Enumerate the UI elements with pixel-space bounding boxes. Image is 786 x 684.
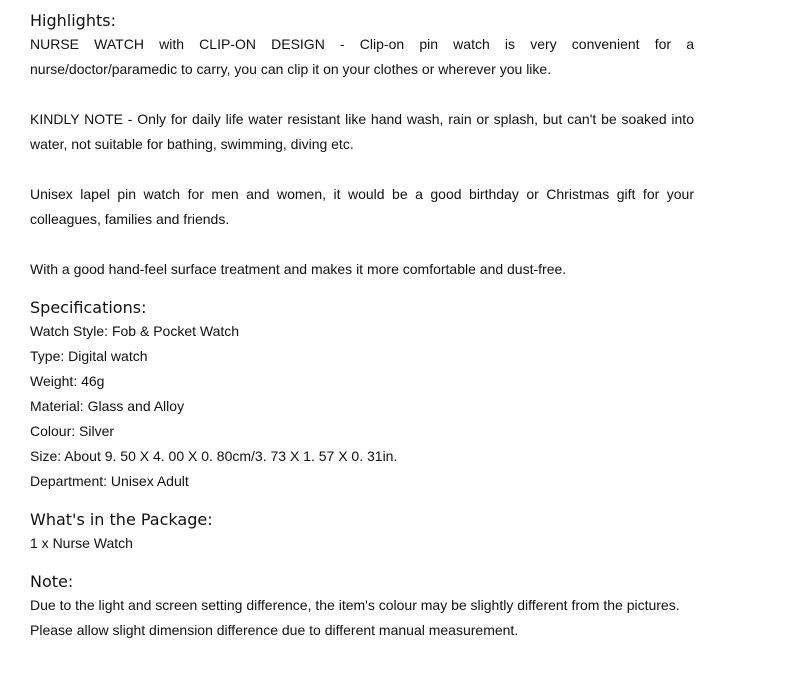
note-line: Please allow slight dimension difference due to different manual measurement.	[30, 622, 519, 638]
package-line: 1 x Nurse Watch	[30, 535, 133, 551]
note-section	[30, 571, 694, 643]
highlight-paragraph: Unisex lapel pin watch for men and women, it would be a good birthday or Christmas gift for your colleagues, families and friends.	[30, 186, 694, 227]
note-line: Due to the light and screen setting difference, the item's colour may be slightly different from the pictures.	[30, 597, 680, 613]
specifications-heading: Specifications:	[30, 298, 147, 317]
specifications-section	[30, 297, 694, 494]
highlight-paragraph: KINDLY NOTE - Only for daily life water resistant like hand wash, rain or splash, but can't be soaked into water, not suitable for bathing, swimming, diving etc.	[30, 111, 694, 152]
package-heading: What's in the Package:	[30, 510, 213, 529]
spec-line: Weight: 46g	[30, 373, 105, 389]
product-description	[30, 10, 694, 643]
spec-line: Size: About 9. 50 X 4. 00 X 0. 80cm/3. 73 X 1. 57 X 0. 31in.	[30, 448, 398, 464]
spec-line: Type: Digital watch	[30, 348, 148, 364]
highlight-paragraph: NURSE WATCH with CLIP-ON DESIGN - Clip-on pin watch is very convenient for a nurse/doctor/paramedic to carry, you can clip it on your clothes or wherever you like.	[30, 36, 694, 77]
highlights-heading: Highlights:	[30, 11, 116, 30]
spec-line: Material: Glass and Alloy	[30, 398, 185, 414]
spec-line: Colour: Silver	[30, 423, 115, 439]
package-section	[30, 509, 694, 556]
highlights-section	[30, 10, 694, 282]
note-heading: Note:	[30, 572, 74, 591]
spec-line: Department: Unisex Adult	[30, 473, 189, 489]
spec-line: Watch Style: Fob & Pocket Watch	[30, 323, 240, 339]
highlight-paragraph: With a good hand-feel surface treatment and makes it more comfortable and dust-free.	[30, 261, 567, 277]
